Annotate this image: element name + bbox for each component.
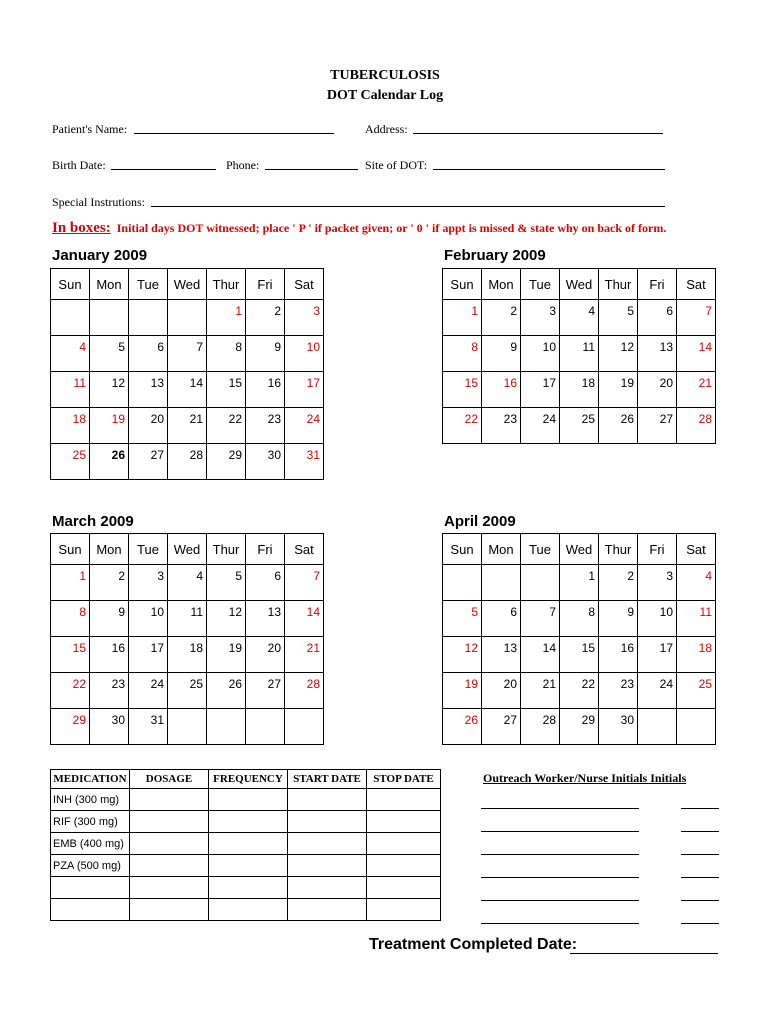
calendar-day-cell[interactable]: 25	[677, 673, 716, 709]
medication-entry-cell[interactable]	[288, 899, 367, 921]
site-of-dot-field[interactable]	[433, 169, 665, 170]
medication-entry-cell[interactable]	[209, 833, 288, 855]
calendar-day-cell[interactable]: 12	[599, 336, 638, 372]
calendar-day-cell[interactable]: 7	[677, 300, 716, 336]
treatment-completed	[369, 936, 577, 954]
calendar-day-cell[interactable]: 25	[51, 444, 90, 480]
calendar-empty-cell[interactable]	[285, 709, 324, 745]
calendar-day-cell[interactable]: 9	[246, 336, 285, 372]
calendar-day-cell[interactable]: 21	[677, 372, 716, 408]
medication-name-cell[interactable]	[51, 877, 130, 899]
phone-field[interactable]	[265, 169, 358, 170]
calendar-day-cell[interactable]: 26	[599, 408, 638, 444]
medication-entry-cell[interactable]	[130, 833, 209, 855]
calendar-day-cell[interactable]: 5	[599, 300, 638, 336]
in-boxes-label: In boxes:	[52, 220, 111, 236]
calendar-day-cell[interactable]: 19	[207, 637, 246, 673]
calendar-day-cell[interactable]: 21	[285, 637, 324, 673]
calendar-day-cell[interactable]: 28	[285, 673, 324, 709]
calendar-day-cell[interactable]: 27	[246, 673, 285, 709]
calendar-day-cell[interactable]: 15	[207, 372, 246, 408]
calendar-day-cell[interactable]: 24	[521, 408, 560, 444]
calendar-day-cell[interactable]: 1	[207, 300, 246, 336]
month-title-february: February 2009	[444, 247, 546, 264]
calendar-day-cell[interactable]: 25	[168, 673, 207, 709]
medication-name-cell[interactable]: EMB (400 mg)	[51, 833, 130, 855]
calendar-empty-cell[interactable]	[168, 300, 207, 336]
calendar-day-cell[interactable]: 12	[90, 372, 129, 408]
calendar-day-cell[interactable]: 18	[51, 408, 90, 444]
calendar-day-cell[interactable]: 12	[207, 601, 246, 637]
medication-entry-cell[interactable]	[209, 899, 288, 921]
calendar-week-row	[51, 601, 324, 637]
medication-entry-cell[interactable]	[367, 811, 441, 833]
calendar-day-cell[interactable]: 14	[285, 601, 324, 637]
calendar-day-cell[interactable]: 20	[129, 408, 168, 444]
calendar-day-cell[interactable]: 5	[207, 565, 246, 601]
calendar-week-row	[51, 444, 324, 480]
calendar-day-cell[interactable]: 4	[51, 336, 90, 372]
calendar-day-cell[interactable]: 20	[246, 637, 285, 673]
calendar-empty-cell[interactable]	[521, 565, 560, 601]
calendar-day-cell[interactable]: 22	[207, 408, 246, 444]
calendar-day-cell[interactable]: 22	[560, 673, 599, 709]
calendar-day-cell[interactable]: 24	[638, 673, 677, 709]
weekday-header: Mon	[482, 534, 521, 565]
calendar-week-row	[51, 408, 324, 444]
medication-row	[51, 877, 441, 899]
calendar-day-cell[interactable]: 23	[90, 673, 129, 709]
calendar-day-cell[interactable]: 9	[599, 601, 638, 637]
calendar-day-cell[interactable]: 10	[521, 336, 560, 372]
birth-date-field[interactable]	[111, 169, 216, 170]
calendar-day-cell[interactable]: 11	[168, 601, 207, 637]
calendar-day-cell[interactable]: 6	[246, 565, 285, 601]
address-field[interactable]	[413, 133, 663, 134]
outreach-worker-line[interactable]	[481, 877, 639, 878]
medication-row	[51, 855, 441, 877]
calendar-day-cell[interactable]: 2	[90, 565, 129, 601]
calendar-week-row	[51, 565, 324, 601]
calendar-day-cell[interactable]: 27	[638, 408, 677, 444]
calendar-day-cell[interactable]: 20	[482, 673, 521, 709]
weekday-header: Sat	[285, 269, 324, 300]
medication-row	[51, 899, 441, 921]
calendar-day-cell[interactable]: 11	[677, 601, 716, 637]
calendar-day-cell[interactable]: 25	[560, 408, 599, 444]
calendar-week-row	[443, 709, 716, 745]
calendar-march	[50, 533, 324, 745]
medication-entry-cell[interactable]	[130, 789, 209, 811]
med-header-start-date: START DATE	[288, 770, 367, 789]
calendar-day-cell[interactable]: 5	[443, 601, 482, 637]
calendar-day-cell[interactable]: 17	[285, 372, 324, 408]
phone-label: Phone:	[226, 158, 260, 172]
calendar-day-cell[interactable]: 16	[246, 372, 285, 408]
weekday-header: Wed	[168, 534, 207, 565]
month-title-march: March 2009	[52, 513, 134, 530]
calendar-day-cell[interactable]: 13	[482, 637, 521, 673]
calendar-day-cell[interactable]: 7	[521, 601, 560, 637]
calendar-day-cell[interactable]: 16	[599, 637, 638, 673]
initials-line[interactable]	[681, 900, 719, 901]
medication-entry-cell[interactable]	[209, 877, 288, 899]
calendar-week-row	[443, 372, 716, 408]
calendar-day-cell[interactable]: 22	[51, 673, 90, 709]
calendar-empty-cell[interactable]	[638, 709, 677, 745]
medication-entry-cell[interactable]	[288, 877, 367, 899]
calendar-week-row	[51, 637, 324, 673]
weekday-header: Mon	[90, 269, 129, 300]
calendar-day-cell[interactable]: 13	[638, 336, 677, 372]
calendar-week-row	[443, 408, 716, 444]
med-header-stop-date: STOP DATE	[367, 770, 441, 789]
form-title: TUBERCULOSIS	[330, 68, 440, 83]
birth-date-label: Birth Date:	[52, 158, 106, 172]
calendar-day-cell[interactable]: 24	[129, 673, 168, 709]
month-title-april: April 2009	[444, 513, 516, 530]
weekday-header: Thur	[207, 269, 246, 300]
weekday-header: Sun	[443, 269, 482, 300]
calendar-day-cell[interactable]: 26	[207, 673, 246, 709]
calendar-day-cell[interactable]: 18	[560, 372, 599, 408]
medication-entry-cell[interactable]	[130, 877, 209, 899]
initials-line[interactable]	[681, 854, 719, 855]
calendar-april	[442, 533, 716, 745]
calendar-day-cell[interactable]: 1	[51, 565, 90, 601]
calendar-day-cell[interactable]: 19	[443, 673, 482, 709]
med-header-frequency: FREQUENCY	[209, 770, 288, 789]
special-instructions-field[interactable]	[151, 206, 665, 207]
calendar-day-cell[interactable]: 14	[677, 336, 716, 372]
calendar-day-cell[interactable]: 8	[560, 601, 599, 637]
weekday-header: Mon	[90, 534, 129, 565]
calendar-empty-cell[interactable]	[129, 300, 168, 336]
medication-name-cell[interactable]: INH (300 mg)	[51, 789, 130, 811]
calendar-february	[442, 268, 716, 444]
calendar-day-cell[interactable]: 23	[246, 408, 285, 444]
calendar-day-cell[interactable]: 19	[90, 408, 129, 444]
weekday-header: Fri	[638, 269, 677, 300]
weekday-header: Sat	[677, 534, 716, 565]
instructions-line	[52, 220, 666, 237]
calendar-day-cell[interactable]: 2	[482, 300, 521, 336]
calendar-day-cell[interactable]: 19	[599, 372, 638, 408]
instructions-text: Initial days DOT witnessed; place ' P ' if packet given; or ' 0 ' if appt is missed & state why on back of form.	[116, 221, 667, 235]
outreach-worker-line[interactable]	[481, 900, 639, 901]
medication-table	[50, 769, 441, 921]
calendar-day-cell[interactable]: 10	[638, 601, 677, 637]
calendar-day-cell[interactable]: 4	[168, 565, 207, 601]
medication-entry-cell[interactable]	[367, 899, 441, 921]
calendar-day-cell[interactable]: 4	[560, 300, 599, 336]
calendar-day-cell[interactable]: 11	[51, 372, 90, 408]
calendar-day-cell[interactable]: 17	[129, 637, 168, 673]
calendar-day-cell[interactable]: 3	[129, 565, 168, 601]
calendar-day-cell[interactable]: 3	[285, 300, 324, 336]
calendar-day-cell[interactable]: 24	[285, 408, 324, 444]
month-title-january: January 2009	[52, 247, 148, 264]
weekday-header: Sat	[677, 269, 716, 300]
weekday-header: Fri	[246, 269, 285, 300]
calendar-week-row	[51, 300, 324, 336]
calendar-week-row	[443, 565, 716, 601]
medication-row	[51, 789, 441, 811]
calendar-empty-cell[interactable]	[246, 709, 285, 745]
calendar-day-cell[interactable]: 8	[51, 601, 90, 637]
medication-entry-cell[interactable]	[209, 811, 288, 833]
calendar-day-cell[interactable]: 20	[638, 372, 677, 408]
calendar-day-cell[interactable]: 30	[246, 444, 285, 480]
med-header-medication: MEDICATION	[51, 770, 130, 789]
outreach-worker-line[interactable]	[481, 854, 639, 855]
calendar-january	[50, 268, 324, 480]
calendar-empty-cell[interactable]	[482, 565, 521, 601]
calendar-day-cell[interactable]: 21	[521, 673, 560, 709]
outreach-worker-line[interactable]	[481, 923, 639, 924]
calendar-day-cell[interactable]: 1	[443, 300, 482, 336]
calendar-day-cell[interactable]: 15	[443, 372, 482, 408]
calendar-day-cell[interactable]: 8	[207, 336, 246, 372]
calendar-week-row	[443, 601, 716, 637]
calendar-empty-cell[interactable]	[207, 709, 246, 745]
calendar-day-cell[interactable]: 29	[51, 709, 90, 745]
calendar-day-cell[interactable]: 15	[51, 637, 90, 673]
calendar-day-cell[interactable]: 29	[560, 709, 599, 745]
weekday-header: Wed	[560, 534, 599, 565]
medication-entry-cell[interactable]	[209, 855, 288, 877]
medication-entry-cell[interactable]	[367, 855, 441, 877]
calendar-day-cell[interactable]: 9	[90, 601, 129, 637]
calendar-day-cell[interactable]: 28	[168, 444, 207, 480]
medication-entry-cell[interactable]	[367, 833, 441, 855]
outreach-title: Outreach Worker/Nurse Initials Initials	[483, 771, 687, 785]
medication-entry-cell[interactable]	[367, 789, 441, 811]
initials-line[interactable]	[681, 877, 719, 878]
treatment-completed-field[interactable]	[570, 953, 718, 954]
medication-entry-cell[interactable]	[130, 855, 209, 877]
medication-entry-cell[interactable]	[367, 877, 441, 899]
weekday-header: Fri	[246, 534, 285, 565]
calendar-week-row	[443, 300, 716, 336]
weekday-header: Thur	[207, 534, 246, 565]
weekday-header: Wed	[168, 269, 207, 300]
treatment-completed-label: Treatment Completed Date:	[369, 936, 578, 953]
calendar-day-cell[interactable]: 11	[560, 336, 599, 372]
weekday-header: Thur	[599, 269, 638, 300]
initials-line[interactable]	[681, 831, 719, 832]
calendar-day-cell[interactable]: 29	[207, 444, 246, 480]
calendar-day-cell[interactable]: 31	[129, 709, 168, 745]
weekday-header: Thur	[599, 534, 638, 565]
calendar-empty-cell[interactable]	[51, 300, 90, 336]
calendar-day-cell[interactable]: 3	[638, 565, 677, 601]
calendar-day-cell[interactable]: 23	[599, 673, 638, 709]
calendar-empty-cell[interactable]	[677, 709, 716, 745]
calendar-day-cell[interactable]: 15	[560, 637, 599, 673]
med-header-dosage: DOSAGE	[130, 770, 209, 789]
medication-entry-cell[interactable]	[288, 789, 367, 811]
initials-line[interactable]	[681, 808, 719, 809]
medication-entry-cell[interactable]	[288, 855, 367, 877]
site-of-dot-label: Site of DOT:	[365, 158, 428, 172]
medication-row	[51, 833, 441, 855]
calendar-day-cell[interactable]: 30	[90, 709, 129, 745]
calendar-day-cell[interactable]: 22	[443, 408, 482, 444]
patient-name-label: Patient's Name:	[52, 122, 128, 136]
medication-entry-cell[interactable]	[209, 789, 288, 811]
weekday-header: Tue	[129, 534, 168, 565]
calendar-day-cell[interactable]: 10	[285, 336, 324, 372]
patient-name-field[interactable]	[134, 133, 334, 134]
calendar-day-cell[interactable]: 31	[285, 444, 324, 480]
medication-entry-cell[interactable]	[288, 811, 367, 833]
medication-name-cell[interactable]	[51, 899, 130, 921]
calendar-day-cell[interactable]: 6	[482, 601, 521, 637]
calendar-day-cell[interactable]: 21	[168, 408, 207, 444]
form-subtitle: DOT Calendar Log	[326, 88, 444, 103]
calendar-day-cell[interactable]: 12	[443, 637, 482, 673]
calendar-day-cell[interactable]: 7	[285, 565, 324, 601]
calendar-day-cell[interactable]: 4	[677, 565, 716, 601]
weekday-header: Mon	[482, 269, 521, 300]
calendar-week-row	[51, 372, 324, 408]
calendar-day-cell[interactable]: 18	[168, 637, 207, 673]
special-instructions-label: Special Instrutions:	[52, 195, 145, 209]
calendar-day-cell[interactable]: 28	[677, 408, 716, 444]
calendar-week-row	[443, 637, 716, 673]
calendar-day-cell[interactable]: 14	[521, 637, 560, 673]
calendar-day-cell[interactable]: 14	[168, 372, 207, 408]
weekday-header: Fri	[638, 534, 677, 565]
calendar-day-cell[interactable]: 30	[599, 709, 638, 745]
calendar-day-cell[interactable]: 3	[521, 300, 560, 336]
calendar-week-row	[51, 709, 324, 745]
calendar-day-cell[interactable]: 6	[129, 336, 168, 372]
calendar-day-cell[interactable]: 7	[168, 336, 207, 372]
calendar-day-cell[interactable]: 16	[90, 637, 129, 673]
calendar-empty-cell[interactable]	[168, 709, 207, 745]
weekday-header: Sun	[51, 269, 90, 300]
calendar-day-cell[interactable]: 18	[677, 637, 716, 673]
calendar-day-cell[interactable]: 16	[482, 372, 521, 408]
calendar-day-cell[interactable]: 5	[90, 336, 129, 372]
calendar-day-cell[interactable]: 9	[482, 336, 521, 372]
medication-name-cell[interactable]: PZA (500 mg)	[51, 855, 130, 877]
calendar-day-cell[interactable]: 13	[246, 601, 285, 637]
calendar-day-cell[interactable]: 2	[599, 565, 638, 601]
calendar-day-cell[interactable]: 13	[129, 372, 168, 408]
calendar-empty-cell[interactable]	[90, 300, 129, 336]
calendar-day-cell[interactable]: 27	[482, 709, 521, 745]
weekday-header: Wed	[560, 269, 599, 300]
calendar-day-cell[interactable]: 17	[638, 637, 677, 673]
medication-row	[51, 811, 441, 833]
weekday-header: Sun	[443, 534, 482, 565]
calendar-day-cell[interactable]: 10	[129, 601, 168, 637]
medication-entry-cell[interactable]	[288, 833, 367, 855]
calendar-day-cell[interactable]: 23	[482, 408, 521, 444]
weekday-header: Tue	[129, 269, 168, 300]
weekday-header: Tue	[521, 269, 560, 300]
outreach-worker-line[interactable]	[481, 831, 639, 832]
calendar-empty-cell[interactable]	[443, 565, 482, 601]
medication-entry-cell[interactable]	[130, 811, 209, 833]
calendar-day-cell[interactable]: 27	[129, 444, 168, 480]
calendar-week-row	[51, 673, 324, 709]
calendar-day-cell[interactable]: 6	[638, 300, 677, 336]
medication-name-cell[interactable]: RIF (300 mg)	[51, 811, 130, 833]
calendar-day-cell[interactable]: 1	[560, 565, 599, 601]
calendar-week-row	[443, 673, 716, 709]
calendar-day-cell[interactable]: 28	[521, 709, 560, 745]
weekday-header: Tue	[521, 534, 560, 565]
address-label: Address:	[365, 122, 408, 136]
calendar-day-cell[interactable]: 26	[90, 444, 129, 480]
medication-entry-cell[interactable]	[130, 899, 209, 921]
calendar-week-row	[443, 336, 716, 372]
calendar-week-row	[51, 336, 324, 372]
outreach-worker-line[interactable]	[481, 808, 639, 809]
calendar-day-cell[interactable]: 2	[246, 300, 285, 336]
calendar-day-cell[interactable]: 26	[443, 709, 482, 745]
weekday-header: Sat	[285, 534, 324, 565]
calendar-day-cell[interactable]: 17	[521, 372, 560, 408]
initials-line[interactable]	[681, 923, 719, 924]
calendar-day-cell[interactable]: 8	[443, 336, 482, 372]
weekday-header: Sun	[51, 534, 90, 565]
